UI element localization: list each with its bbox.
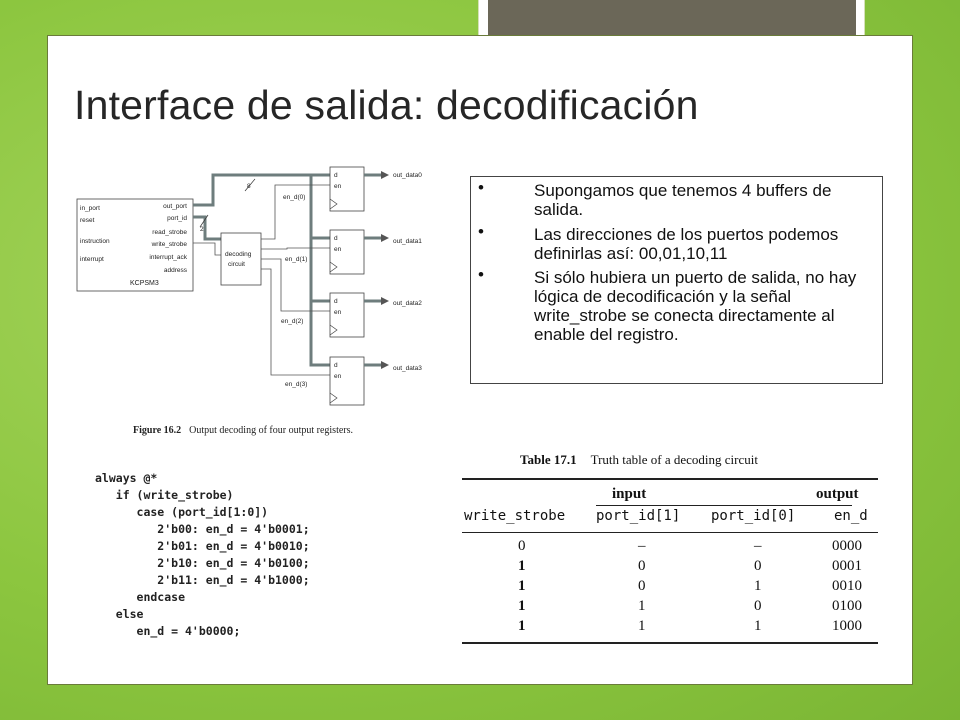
register-3: [330, 357, 364, 405]
port-address: address: [163, 267, 187, 274]
figure-number: Figure 16.2: [133, 425, 182, 436]
table-caption: [520, 452, 758, 468]
svg-text:en: en: [334, 246, 342, 253]
verilog-code: [95, 470, 310, 640]
svg-text:d: d: [334, 362, 338, 369]
code-line: en_d = 4'b0000;: [95, 624, 241, 638]
bullet-text-2: Las direcciones de los puertos podemos definirlas así: 00,01,10,11: [534, 225, 839, 263]
label-out-data3: out_data3: [393, 365, 422, 372]
cell-r2-c3: 0010: [832, 578, 862, 594]
svg-text:en: en: [334, 309, 342, 316]
table-bottom-rule: [462, 642, 878, 644]
decoder-label-line1: decoding: [225, 251, 252, 258]
label-en-d3: en_d(3): [285, 381, 308, 388]
header-port-id-0: port_id[0]: [711, 508, 796, 524]
cell-r0-c2: –: [754, 538, 762, 554]
cell-r3-c1: 1: [638, 598, 646, 614]
svg-text:en: en: [334, 183, 342, 190]
cell-r2-c1: 0: [638, 578, 646, 594]
header-en-d: en_d: [834, 508, 868, 524]
port-instruction: instruction: [80, 238, 110, 245]
output-decoding-diagram: [75, 155, 445, 420]
bullet-marker-3: •: [478, 265, 484, 284]
label-out-data2: out_data2: [393, 300, 422, 307]
svg-text:d: d: [334, 235, 338, 242]
bullet-marker-1: •: [478, 178, 484, 197]
code-line: always @*: [95, 471, 158, 485]
table-number: Table 17.1: [520, 452, 577, 467]
register-1: [330, 230, 364, 274]
port-in-port: in_port: [80, 205, 100, 212]
code-line: if (write_strobe): [95, 488, 234, 502]
bullet-marker-2: •: [478, 222, 484, 241]
cell-r0-c3: 0000: [832, 538, 862, 554]
port-write-strobe: write_strobe: [151, 241, 187, 248]
cell-r3-c2: 0: [754, 598, 762, 614]
label-en-d0: en_d(0): [283, 194, 306, 201]
code-line: else: [95, 607, 144, 621]
bullet-text-3: Si sólo hubiera un puerto de salida, no hay lógica de decodificación y la señal write_strobe se conecta directamente al enable del registro.: [534, 268, 857, 344]
port-interrupt: interrupt: [80, 256, 104, 263]
cell-r3-c0: 1: [518, 598, 526, 614]
slide-title: Interface de salida: decodificación: [74, 82, 699, 128]
decoding-circuit-block: [221, 233, 261, 285]
header-port-id-1: port_id[1]: [596, 508, 681, 524]
cell-r4-c0: 1: [518, 618, 526, 634]
cell-r2-c2: 1: [754, 578, 762, 594]
code-line: 2'b01: en_d = 4'b0010;: [95, 539, 310, 553]
code-line: 2'b00: en_d = 4'b0001;: [95, 522, 310, 536]
table-title: Truth table of a decoding circuit: [590, 452, 758, 467]
cell-r1-c2: 0: [754, 558, 762, 574]
header-write-strobe: write_strobe: [464, 508, 566, 524]
label-out-data1: out_data1: [393, 238, 422, 245]
decoder-label-line2: circuit: [228, 261, 245, 268]
code-line: 2'b11: en_d = 4'b1000;: [95, 573, 310, 587]
port-out-port: out_port: [163, 203, 187, 210]
cell-r0-c0: 0: [518, 538, 526, 554]
cell-r4-c2: 1: [754, 618, 762, 634]
code-line: case (port_id[1:0]): [95, 505, 269, 519]
label-en-d1: en_d(1): [285, 256, 308, 263]
bus-width-8: 8: [247, 183, 251, 190]
header-rule: [462, 532, 878, 533]
register-0: [330, 167, 364, 211]
cell-r1-c1: 0: [638, 558, 646, 574]
header-group-output: output: [816, 486, 859, 502]
svg-text:d: d: [334, 172, 338, 179]
table-top-rule: [462, 478, 878, 480]
cell-r0-c1: –: [638, 538, 646, 554]
port-read-strobe: read_strobe: [152, 229, 187, 236]
cell-r4-c1: 1: [638, 618, 646, 634]
port-reset: reset: [80, 217, 95, 224]
cell-r4-c3: 1000: [832, 618, 862, 634]
kcpsm3-label: KCPSM3: [130, 280, 159, 287]
port-interrupt-ack: interrupt_ack: [149, 254, 187, 261]
header-group-input: input: [612, 486, 647, 502]
label-out-data0: out_data0: [393, 172, 422, 179]
input-group-rule: [596, 505, 852, 506]
code-line: endcase: [95, 590, 186, 604]
figure-caption-text: Output decoding of four output registers.: [189, 425, 354, 436]
cell-r1-c3: 0001: [832, 558, 862, 574]
register-2: [330, 293, 364, 337]
port-port-id: port_id: [167, 215, 187, 222]
bullet-text-1: Supongamos que tenemos 4 buffers de salida.: [534, 181, 832, 219]
label-en-d2: en_d(2): [281, 318, 304, 325]
svg-text:en: en: [334, 373, 342, 380]
code-line: 2'b10: en_d = 4'b0100;: [95, 556, 310, 570]
figure-caption: [133, 425, 353, 436]
cell-r3-c3: 0100: [832, 598, 862, 614]
cell-r2-c0: 1: [518, 578, 526, 594]
svg-text:d: d: [334, 298, 338, 305]
cell-r1-c0: 1: [518, 558, 526, 574]
bus-width-2: 2: [200, 226, 204, 233]
